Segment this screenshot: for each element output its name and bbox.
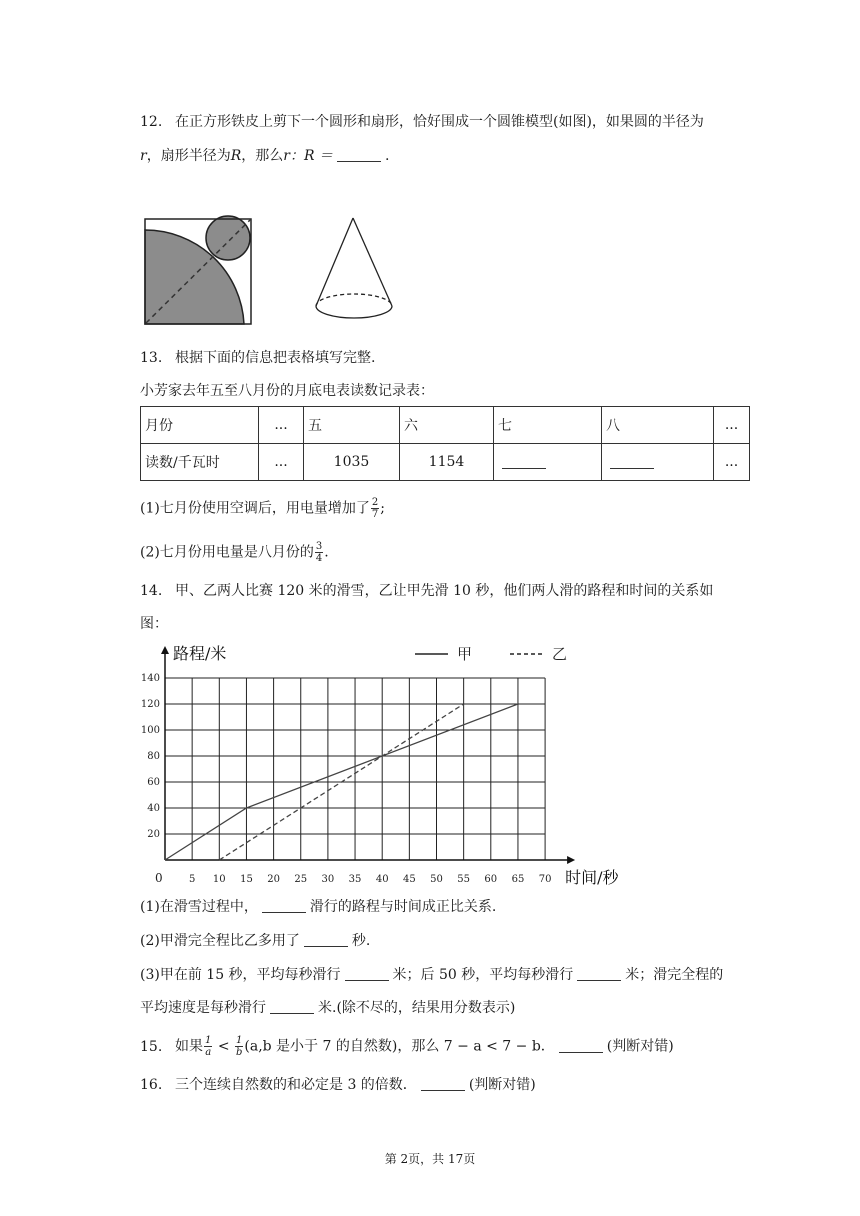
x-tick-label: 10	[212, 874, 226, 885]
fraction-denominator: a	[205, 1047, 212, 1058]
q16-text: (判断对错)	[468, 1077, 536, 1093]
fraction-numerator: 1	[236, 1035, 243, 1046]
fraction-denominator: b	[236, 1047, 243, 1058]
sub-question-text: 米；后 50 秒，平均每秒滑行	[392, 967, 574, 983]
fraction-2-7	[371, 497, 379, 520]
july-answer-cell[interactable]	[494, 444, 602, 481]
x-tick-label: 20	[267, 874, 280, 885]
q14-sub3-line2	[140, 998, 764, 1018]
x-tick-label: 55	[457, 874, 471, 885]
answer-blank[interactable]	[502, 454, 546, 469]
x-tick-label: 5	[188, 874, 196, 885]
distance-time-chart	[140, 640, 640, 890]
fraction-3-4	[315, 541, 323, 564]
fraction-1-a	[204, 1035, 212, 1058]
q14-sub1	[140, 897, 764, 917]
y-tick-label: 140	[140, 673, 160, 684]
y-tick-label: 20	[147, 829, 160, 840]
x-tick-label: 15	[240, 874, 253, 885]
small-circle-shape	[206, 216, 250, 260]
sub-question-text: 滑行的路程与时间成正比关系.	[309, 899, 497, 915]
q14-sub2	[140, 931, 764, 951]
q13-condition-1	[140, 497, 764, 520]
question-number: 16.	[140, 1077, 163, 1093]
answer-blank[interactable]	[270, 999, 314, 1014]
q15-text: (a,b 是小于 7 的自然数)，那么 7 − a < 7 − b．	[244, 1038, 555, 1055]
legend-label: 乙	[552, 645, 568, 663]
x-tick-label: 45	[402, 874, 416, 885]
condition-end: .	[324, 544, 329, 561]
sub-question-text: 米；滑完全程的	[625, 967, 724, 983]
ratio-expr: r：R ＝	[283, 148, 333, 164]
question-number: 14.	[140, 583, 163, 599]
y-axis-label: 路程/米	[173, 644, 227, 663]
table-cell: 七	[494, 407, 602, 444]
table-cell: ...	[714, 407, 750, 444]
q12-line1	[140, 112, 764, 132]
q13-subtitle: 小芳家去年五至八月份的月底电表读数记录表：	[140, 383, 434, 399]
q15-text: 如果	[175, 1038, 203, 1055]
x-tick-label: 35	[348, 874, 362, 885]
q14-line1	[140, 581, 764, 601]
fraction-denominator: 7	[371, 509, 379, 520]
table-row	[141, 407, 750, 444]
x-tick-label: 25	[294, 874, 308, 885]
cone-left-edge	[316, 218, 353, 306]
table-row	[141, 444, 750, 481]
var-R: R	[230, 148, 242, 164]
x-axis-arrow	[567, 856, 575, 864]
table-cell: 月份	[141, 407, 259, 444]
table-cell: ...	[259, 407, 304, 444]
x-tick-label: 70	[538, 874, 552, 885]
q15-line: 15. 如果 $\frac{1}{a}$ < $\frac{1}{b}$ (a,b 是小于 7 的自然数)，那么 7 − a < 7 − b． (判断对错)	[140, 1035, 674, 1058]
august-answer-cell[interactable]	[602, 444, 714, 481]
var-r: r	[140, 148, 147, 164]
y-tick-label: 60	[147, 777, 160, 788]
q16-text: 三个连续自然数的和必定是 3 的倍数．	[175, 1077, 417, 1093]
condition-text: (1)七月份使用空调后，用电量增加了	[140, 500, 370, 517]
origin-label: 0	[155, 871, 163, 885]
q16-line	[140, 1075, 764, 1095]
table-cell: 五	[304, 407, 400, 444]
condition-text: (2)七月份用电量是八月份的	[140, 544, 314, 561]
answer-blank[interactable]	[421, 1076, 465, 1091]
fraction-numerator: 1	[205, 1035, 212, 1046]
y-tick-label: 100	[140, 725, 160, 736]
sub-question-text: (3)甲在前 15 秒，平均每秒滑行	[140, 967, 341, 983]
cone-base-back	[316, 294, 392, 306]
page-footer: 第 2页，共 17页	[384, 1152, 476, 1166]
q12-text: 在正方形铁皮上剪下一个圆形和扇形，恰好围成一个圆锥模型(如图)，如果圆的半径为	[175, 114, 704, 130]
sub-question-text: 米.(除不尽的，结果用分数表示)	[318, 1000, 516, 1016]
cone-figure	[312, 214, 402, 326]
answer-blank[interactable]	[304, 932, 348, 947]
sub-question-text: (1)在滑雪过程中，	[140, 899, 258, 915]
y-tick-label: 80	[147, 751, 160, 762]
q12-line2	[140, 146, 764, 166]
q14-text: 甲、乙两人比赛 120 米的滑雪，乙让甲先滑 10 秒，他们两人滑的路程和时间的关系如	[175, 583, 714, 599]
fraction-numerator: 2	[371, 497, 379, 508]
question-number: 13.	[140, 350, 163, 366]
table-cell: 六	[400, 407, 494, 444]
table-cell: 1154	[400, 444, 494, 481]
cone-base-front	[316, 306, 392, 318]
y-tick-label: 120	[140, 699, 160, 710]
x-axis-label: 时间/秒	[565, 868, 619, 887]
answer-blank[interactable]	[577, 966, 621, 981]
legend-label: 甲	[457, 645, 473, 663]
sub-question-text: 秒.	[351, 933, 371, 949]
q14-line2: 图：	[140, 616, 168, 632]
meter-reading-table	[140, 406, 750, 481]
q14-sub3	[140, 965, 764, 985]
y-axis-arrow	[161, 646, 169, 654]
q12-period: .	[384, 148, 390, 164]
x-tick-label: 65	[511, 874, 525, 885]
x-tick-label: 50	[430, 874, 443, 885]
fraction-1-b	[235, 1035, 243, 1058]
table-cell: 八	[602, 407, 714, 444]
answer-blank[interactable]	[337, 147, 381, 162]
cone-right-edge	[353, 218, 392, 306]
sub-question-text: (2)甲滑完全程比乙多用了	[140, 933, 300, 949]
y-tick-label: 40	[147, 803, 160, 814]
table-cell: 1035	[304, 444, 400, 481]
q15-text: (判断对错)	[606, 1038, 674, 1055]
fraction-denominator: 4	[315, 553, 323, 564]
answer-blank[interactable]	[610, 454, 654, 469]
answer-blank[interactable]	[262, 898, 306, 913]
x-tick-label: 30	[321, 874, 335, 885]
x-tick-label: 60	[484, 874, 498, 885]
answer-blank[interactable]	[345, 966, 389, 981]
square-sheet-figure	[140, 214, 256, 328]
x-tick-label: 40	[375, 874, 389, 885]
table-cell: ...	[714, 444, 750, 481]
question-number: 15.	[140, 1038, 163, 1055]
q13-text: 根据下面的信息把表格填写完整.	[175, 350, 376, 366]
condition-end: ;	[380, 500, 385, 517]
table-cell: ...	[259, 444, 304, 481]
q13-title	[140, 348, 764, 368]
question-number: 12.	[140, 114, 163, 130]
sub-question-text: 平均速度是每秒滑行	[140, 1000, 266, 1016]
q12-text-part: ，扇形半径为	[146, 148, 231, 164]
answer-blank[interactable]	[559, 1038, 603, 1053]
q13-condition-2	[140, 541, 764, 564]
fraction-numerator: 3	[315, 541, 323, 552]
table-cell: 读数/千瓦时	[141, 444, 259, 481]
q12-text-part: ，那么	[241, 148, 284, 164]
